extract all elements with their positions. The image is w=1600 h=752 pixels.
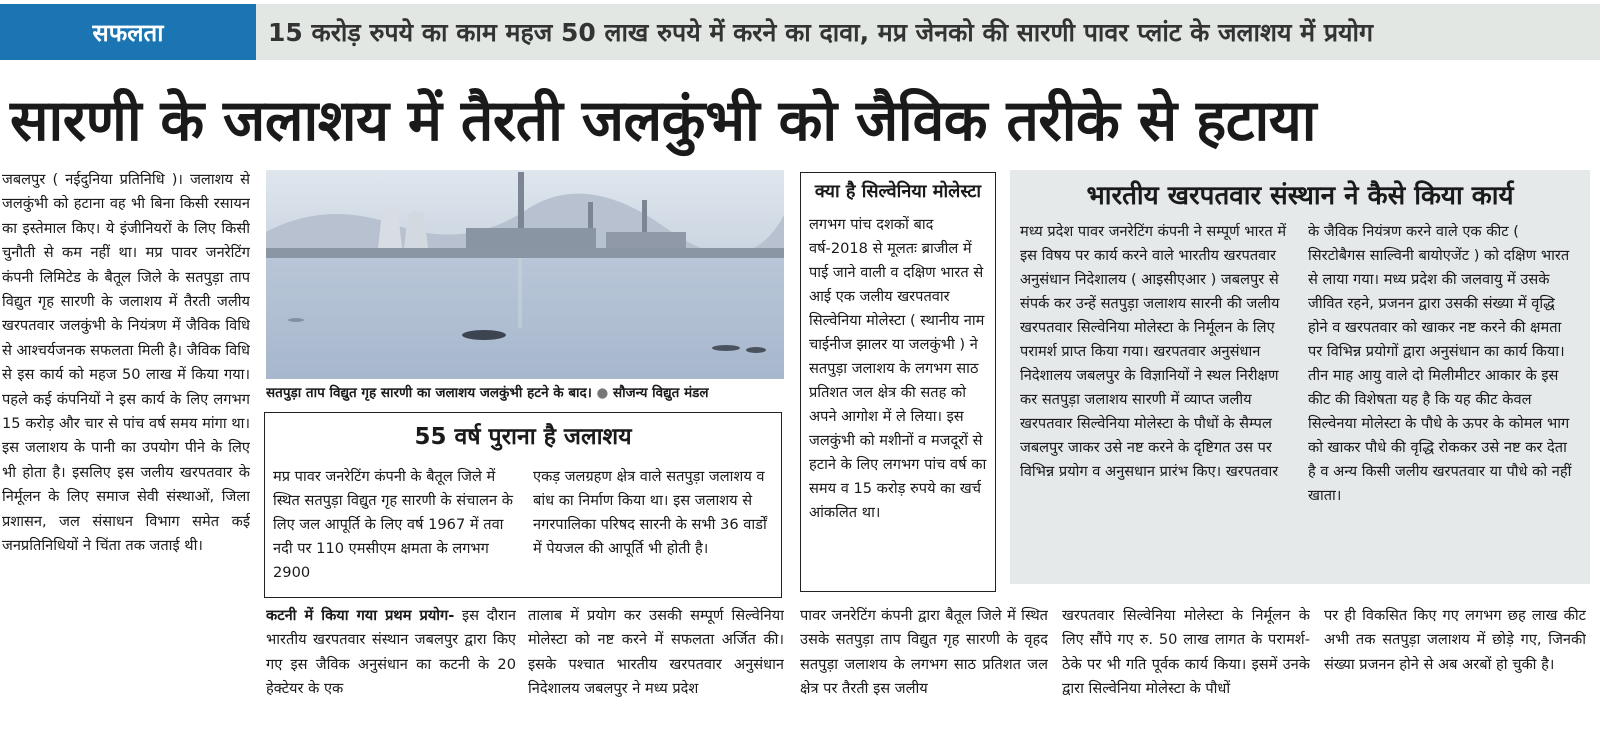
box-text-right: एकड़ जलग्रहण क्षेत्र वाले सतपुड़ा जलाशय व बांध का निर्माण किया था। इस जलाशय से नगरपालिका परिषद सारनी के सभी 36 वार्डों में पेयजल की आपूर्ति भी होती है। [533,468,767,557]
box-text-left: मप्र पावर जनरेटिंग कंपनी के बैतूल जिले में स्थित सतपुड़ा विद्युत गृह सारणी के संचालन के लिए जल आपूर्ति के लिए वर्ष 1967 में तवा नदी पर 110 एमसीएम क्षमता के लगभग 2900 [273,468,513,581]
institute-box [1010,170,1590,584]
institute-text-right: के जैविक नियंत्रण करने वाले एक कीट ( सिरटोबैगस साल्विनी बायोएजेंट ) को दक्षिण भारत से लाया गया। मध्य प्रदेश की जलवायु में उसके जीवित रहने, प्रजनन द्वारा उसकी संख्या में वृद्धि होने व खरपतवार को खाकर नष्ट करने की क्षमता पर विभिन्न प्रयोगों द्वारा अनुसंधान का कार्य किया। तीन माह आयु वाले दो मिलीमीटर आकार के इस कीट की विशेषता यह है कि यह कीट केवल सिल्वेनया मोलेस्टा के पौधे के ऊपर के कोमल भाग को खाकर पौधे की वृद्धि रोककर उसे नष्ट कर देता है व अन्य किसी जलीय खरपतवार या पौधे को नहीं खाता। [1308,223,1572,504]
headline: सारणी के जलाशय में तैरती जलकुंभी को जैविक तरीके से हटाया [10,88,1317,154]
katni-section-left [266,604,516,744]
katni-text: इस दौरान भारतीय खरपतवार संस्थान जबलपुर द्वारा किए गए इस जैविक अनुसंधान का कटनी के 20 हेक्टेयर के एक [266,607,516,698]
institute-title: भारतीय खरपतवार संस्थान ने कैसे किया कार्य [1086,181,1514,211]
sylvenia-info-box [800,172,996,592]
intro-column: जबलपुर ( नईदुनिया प्रतिनिधि )। जलाशय से जलकुंभी को हटाना वह भी बिना किसी रसायन का इस्तेमाल किए। ये इंजीनियरों के लिए किसी चुनौती से कम नहीं था। मप्र पावर जनरेटिंग कंपनी लिमिटेड के बैतूल जिले के सतपुड़ा ताप विद्युत गृह सारणी के जलाशय में तैरती जलीय खरपतवार जलकुंभी के नियंत्रण में जैविक विधि से आश्चर्यजनक सफलता मिली है। जैविक विधि से इस कार्य को महज 50 लाख में किया गया। पहले कई कंपनियों ने इस कार्य के लिए लगभग 15 करोड़ और चार से पांच वर्ष समय मांगा था। इस जलाशय के पानी का उपयोग पीने के लिए भी होता है। इसलिए इस जलीय खरपतवार के निर्मूलन के लिए समाज सेवी संस्थाओं, जिला प्रशासन, जल संसाधन विभाग समेत कई जनप्रतिनिधियों ने चिंता तक जताई थी। [2,171,250,555]
institute-text-left: मध्य प्रदेश पावर जनरेटिंग कंपनी ने सम्पूर्ण भारत में इस विषय पर कार्य करने वाले भारतीय खरपतवार अनुसंधान निदेशालय ( आइसीएआर ) जबलपुर से संपर्क कर उन्हें सतपुड़ा जलाशय सारनी की जलीय खरपतवार सिल्वेनिया मोलेस्टा के निर्मूलन के लिए परामर्श प्राप्त किया गया। खरपतवार अनुसंधान निदेशालय जबलपुर के विज्ञानियों ने स्थल निरीक्षण कर सतपुड़ा जलाशय सारणी में व्याप्त जलीय खरपतवार सिल्वेनिया मोलेस्टा के पौधों के सैम्पल जबलपुर जाकर उसे नष्ट करने के दृष्टिगत उस पर विभिन्न प्रयोग व अनुसधान प्रारंभ किए। खरपतवार [1020,223,1287,480]
sylvenia-title: क्या है सिल्वेनिया मोलेस्टा [814,181,982,202]
reservoir-age-box [264,412,782,598]
bullet-icon: ● [596,385,609,401]
bottom-column-3: पर ही विकसित किए गए लगभग छह लाख कीट अभी तक सतपुड़ा जलाशय में छोड़े गए, जिनकी संख्या प्रजनन होने से अब अरबों हो चुकी है। [1324,607,1586,673]
box-title: 55 वर्ष पुराना है जलाशय [414,424,632,450]
bottom-column-2: खरपतवार सिल्वेनिया मोलेस्टा के निर्मूलन के लिए सौंपे गए रु. 50 लाख लागत के परामर्श-ठेके पर भी गति पूर्वक कार्य किया। इसमें उनके द्वारा सिल्वेनिया मोलेस्टा के पौधों [1062,607,1310,698]
sylvenia-text: लगभग पांच दशकों बाद वर्ष-2018 से मूलतः ब्राजील में पाई जाने वाली व दक्षिण भारत से आई एक जलीय खरपतवार सिल्वेनिया मोलेस्टा ( स्थानीय नाम चाईनीज झालर या जलकुंभी ) ने सतपुड़ा जलाशय के लगभग साठ प्रतिशत जल क्षेत्र की सतह को अपने आगोश में ले लिया। इस जलकुंभी को मशीनों व मजदूरों से हटाने के लिए लगभग पांच वर्ष का समय व 15 करोड़ रुपये का खर्च आंकलित था। [809,216,987,521]
photo-caption [266,383,786,407]
reservoir-illustration [266,170,784,379]
caption-text: सतपुड़ा ताप विद्युत गृह सारणी का जलाशय जलकुंभी हटने के बाद। [266,385,592,401]
section-tag: सफलता [0,4,256,60]
photo-credit: सौजन्य विद्युत मंडल [613,385,709,401]
kicker-line: 15 करोड़ रुपये का काम महज 50 लाख रुपये में करने का दावा, मप्र जेनको की सारणी पावर प्लांट के जलाशय में प्रयोग [256,4,1600,60]
reservoir-photo [266,170,784,379]
katni-lead: कटनी में किया गया प्रथम प्रयोग- [266,607,455,624]
katni-section-right: तालाब में प्रयोग कर उसकी सम्पूर्ण सिल्वेनिया मोलेस्टा को नष्ट करने में सफलता अर्जित की। इसके पश्चात भारतीय खरपतवार अनुसंधान निदेशालय जबलपुर ने मध्य प्रदेश [528,607,784,698]
bottom-column-1: पावर जनरेटिंग कंपनी द्वारा बैतूल जिले में स्थित उसके सतपुड़ा ताप विद्युत गृह सारणी के वृहद सतपुड़ा जलाशय के लगभग साठ प्रतिशत जल क्षेत्र पर तैरती इस जलीय [800,607,1048,698]
